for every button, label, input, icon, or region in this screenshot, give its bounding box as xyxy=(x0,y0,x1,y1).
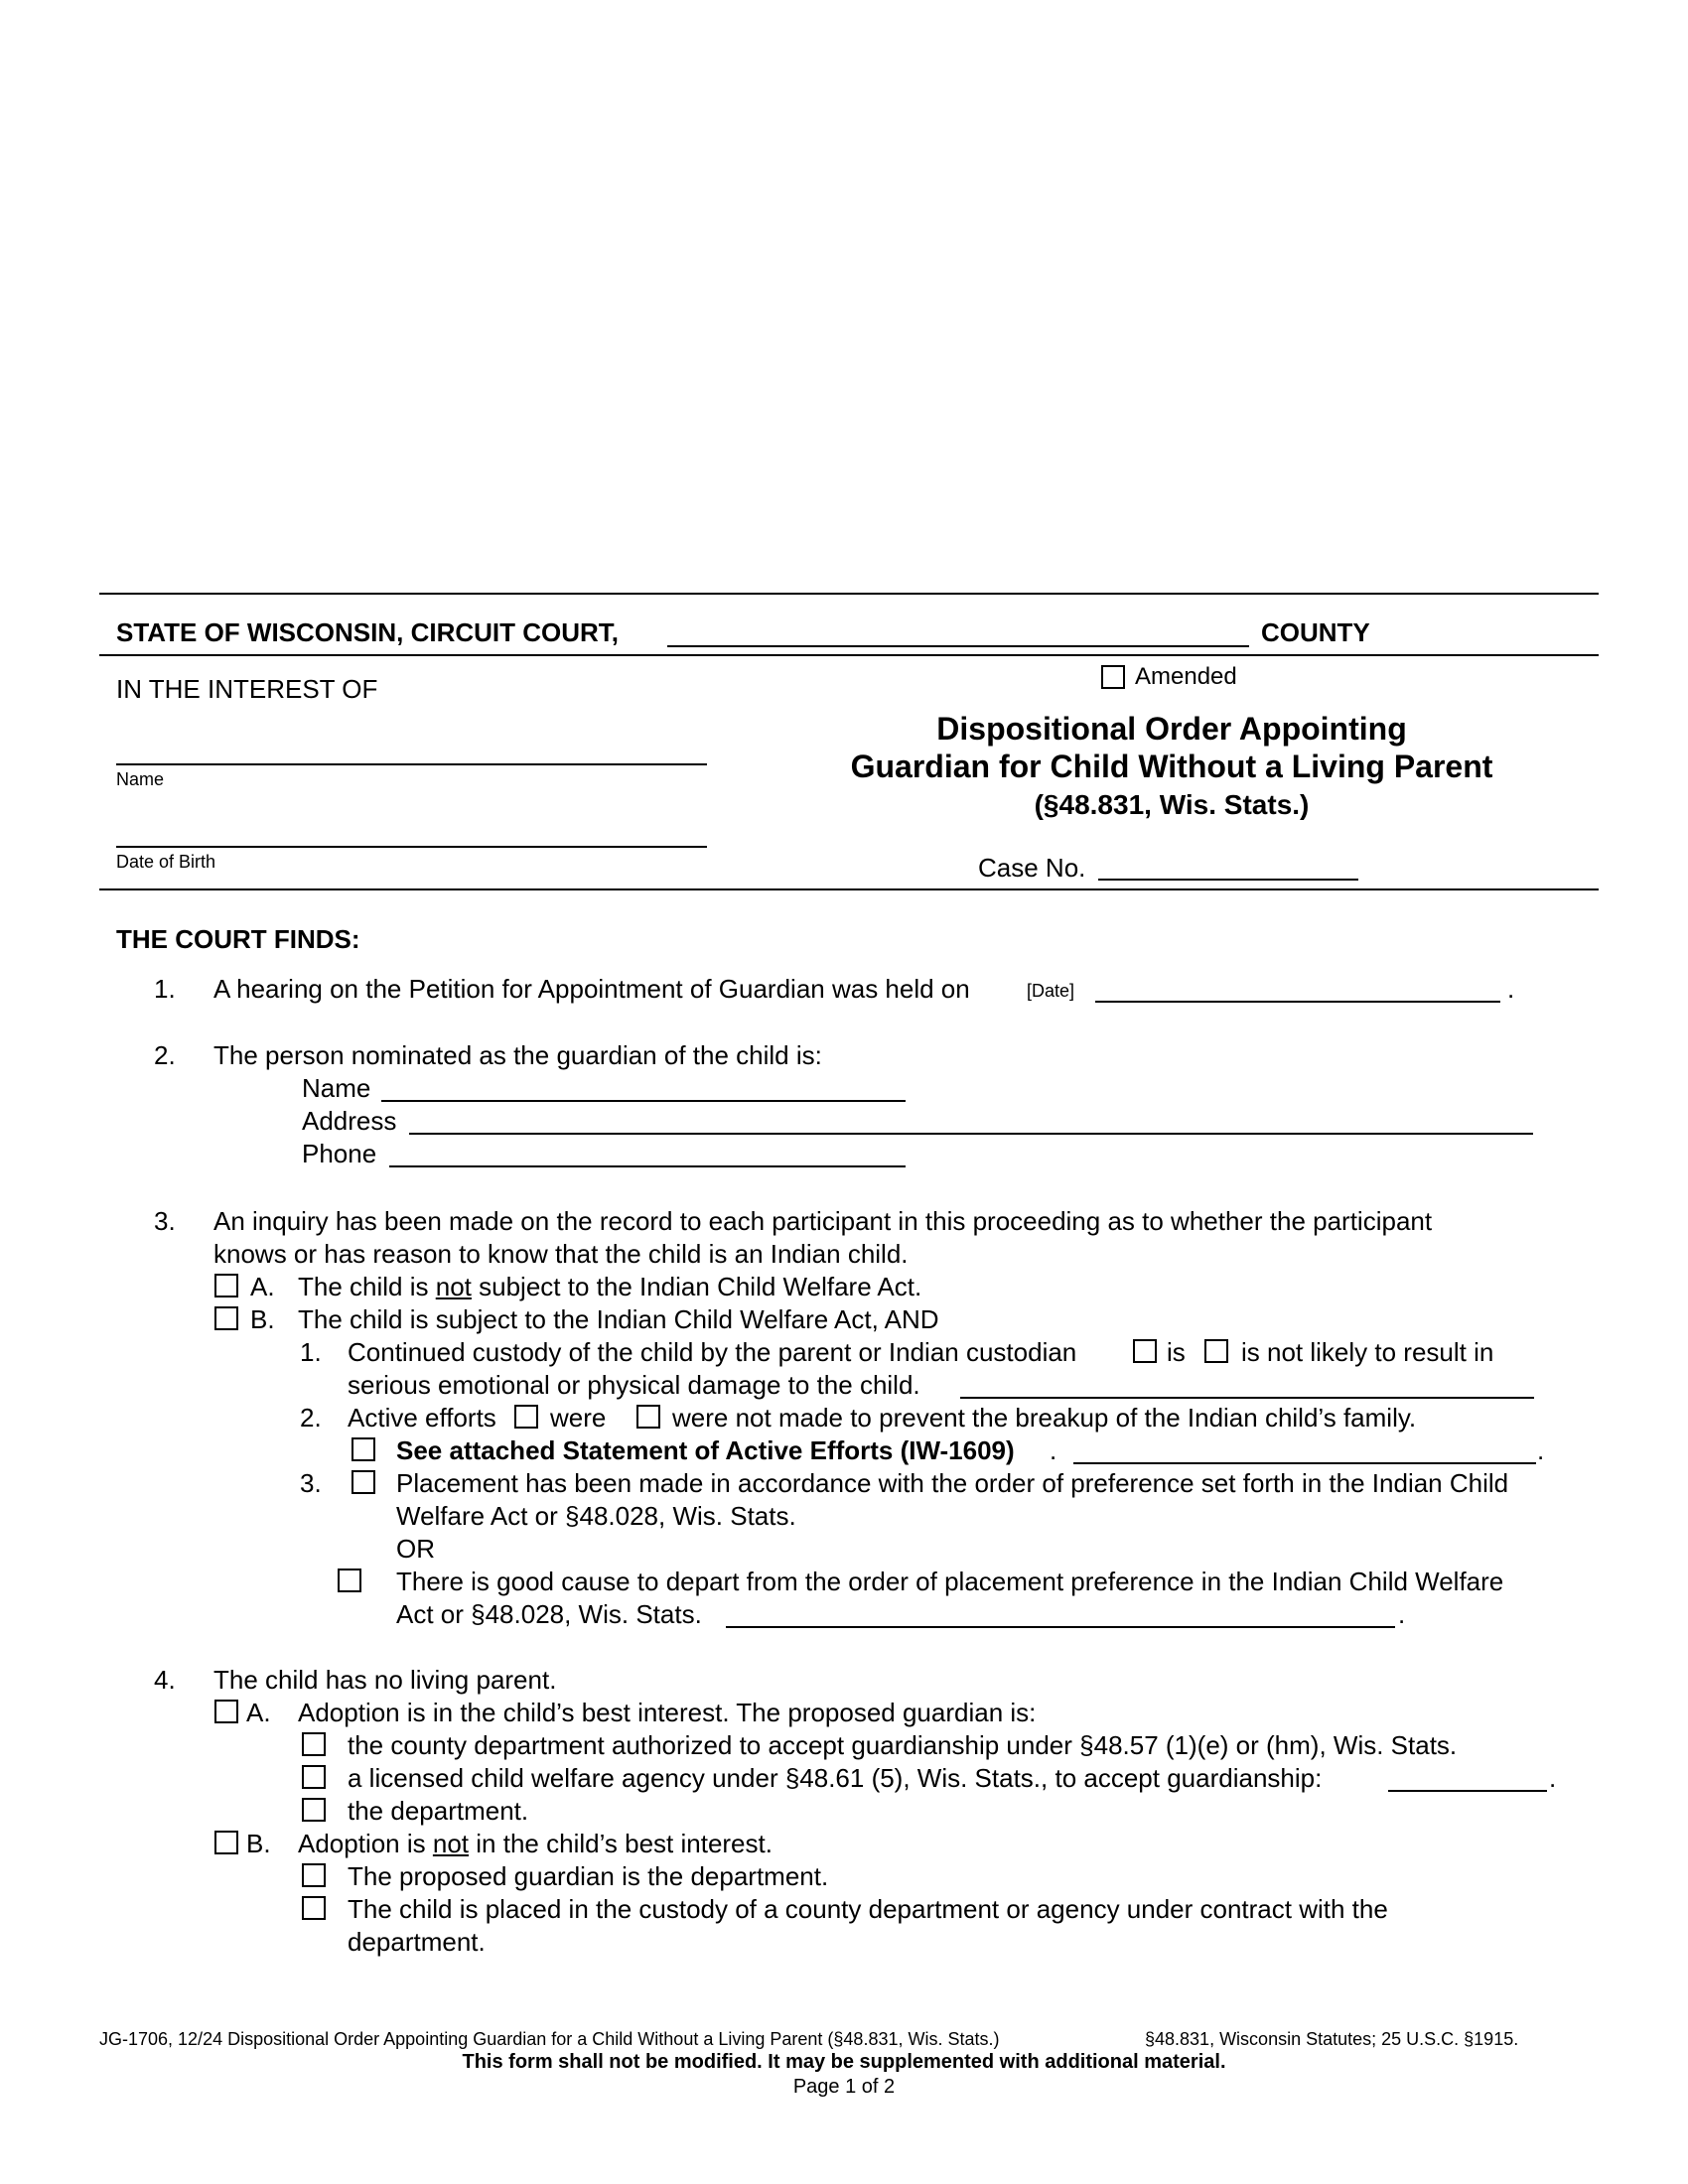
item-1-date-hint: [Date] xyxy=(1027,981,1075,1001)
item-4b-not: not xyxy=(432,1829,470,1858)
item-2-number: 2. xyxy=(154,1040,176,1070)
footer-statutes: §48.831, Wisconsin Statutes; 25 U.S.C. §1915. xyxy=(1145,2029,1519,2049)
footer-form-id: JG-1706, 12/24 Dispositional Order Appointing Guardian for a Child Without a Living Parent (§48.831, Wis. Stats.) xyxy=(99,2029,1000,2049)
item-3a-not: not xyxy=(435,1272,472,1301)
guardian-phone-field[interactable] xyxy=(389,1165,906,1167)
item-3b-text: The child is subject to the Indian Child Welfare Act, AND xyxy=(298,1304,939,1334)
attached-field-period: . xyxy=(1537,1435,1545,1465)
attached-statement-checkbox[interactable] xyxy=(352,1437,375,1461)
good-cause-period: . xyxy=(1398,1599,1406,1629)
county-custody-line-2: department. xyxy=(348,1927,486,1957)
guardian-name-label: Name xyxy=(302,1073,371,1103)
guardian-phone-label: Phone xyxy=(302,1139,377,1168)
item-4a-text: Adoption is in the child’s best interest. The proposed guardian is: xyxy=(298,1698,1037,1727)
good-cause-line-1: There is good cause to depart from the order of placement preference in the Indian Child Welfare xyxy=(396,1567,1504,1596)
court-label: STATE OF WISCONSIN, CIRCUIT COURT, xyxy=(116,617,620,647)
item-3-line-2: knows or has reason to know that the child is an Indian child. xyxy=(213,1239,909,1269)
item-3-line-1: An inquiry has been made on the record to each participant in this proceeding as to whether the participant xyxy=(213,1206,1433,1236)
licensed-agency-field[interactable] xyxy=(1388,1790,1547,1792)
guardian-is-department-label: The proposed guardian is the department. xyxy=(348,1861,829,1891)
placement-accordance-line-1: Placement has been made in accordance with the order of preference set forth in the Indian Child xyxy=(396,1468,1509,1498)
guardian-is-department-checkbox[interactable] xyxy=(302,1863,326,1887)
item-3b1-text: Continued custody of the child by the parent or Indian custodian xyxy=(348,1337,1077,1367)
custody-is-not-checkbox[interactable] xyxy=(1204,1339,1228,1363)
item-3b1-line-2: serious emotional or physical damage to the child. xyxy=(348,1370,920,1400)
name-label: Name xyxy=(116,769,165,789)
amended-checkbox[interactable] xyxy=(1101,665,1125,689)
form-title-statute: (§48.831, Wis. Stats.) xyxy=(1034,789,1310,820)
case-no-label: Case No. xyxy=(978,853,1086,883)
county-label: COUNTY xyxy=(1261,617,1370,647)
custody-is-not-label: is not likely to result in xyxy=(1241,1337,1494,1367)
form-title-line-1: Dispositional Order Appointing xyxy=(936,711,1407,747)
county-custody-line-1: The child is placed in the custody of a county department or agency under contract with the xyxy=(348,1894,1388,1924)
custody-finding-field[interactable] xyxy=(960,1397,1534,1399)
county-name-field[interactable] xyxy=(667,645,1249,647)
good-cause-line-2: Act or §48.028, Wis. Stats. xyxy=(396,1599,702,1629)
item-4b-text xyxy=(298,1828,773,1859)
the-department-checkbox[interactable] xyxy=(302,1798,326,1822)
item-3b2-number: 2. xyxy=(300,1403,322,1433)
item-3b3-number: 3. xyxy=(300,1468,322,1498)
item-4b-checkbox[interactable] xyxy=(214,1831,238,1854)
item-4a-letter: A. xyxy=(246,1698,271,1727)
attached-statement-field[interactable] xyxy=(1073,1462,1536,1464)
date-of-birth-field[interactable] xyxy=(116,846,707,848)
licensed-agency-label: a licensed child welfare agency under §48.61 (5), Wis. Stats., to accept guardianship: xyxy=(348,1763,1323,1793)
placement-accordance-checkbox[interactable] xyxy=(352,1470,375,1494)
good-cause-field[interactable] xyxy=(726,1626,1395,1628)
case-no-field[interactable] xyxy=(1098,879,1358,881)
court-finds-heading: THE COURT FINDS: xyxy=(116,924,360,954)
licensed-agency-period: . xyxy=(1549,1763,1557,1793)
item-3a-text xyxy=(298,1271,921,1302)
item-3b1-number: 1. xyxy=(300,1337,322,1367)
item-1-number: 1. xyxy=(154,974,176,1004)
active-efforts-were-not-label: were not made to prevent the breakup of the Indian child’s family. xyxy=(672,1403,1417,1433)
guardian-address-field[interactable] xyxy=(409,1133,1533,1135)
item-3a-pre: The child is xyxy=(298,1272,429,1301)
form-title-line-2: Guardian for Child Without a Living Parent xyxy=(850,749,1493,784)
guardian-name-field[interactable] xyxy=(381,1100,906,1102)
item-4-text: The child has no living parent. xyxy=(213,1665,557,1695)
good-cause-checkbox[interactable] xyxy=(338,1569,361,1592)
active-efforts-were-not-checkbox[interactable] xyxy=(636,1405,660,1429)
item-3a-checkbox[interactable] xyxy=(214,1274,238,1297)
county-department-label: the county department authorized to accept guardianship under §48.57 (1)(e) or (hm), Wis. Stats. xyxy=(348,1730,1458,1760)
item-4b-pre: Adoption is xyxy=(298,1829,426,1858)
item-3-number: 3. xyxy=(154,1206,176,1236)
or-label: OR xyxy=(396,1534,435,1564)
custody-is-checkbox[interactable] xyxy=(1133,1339,1157,1363)
county-department-checkbox[interactable] xyxy=(302,1732,326,1756)
child-name-field[interactable] xyxy=(116,763,707,765)
item-3a-post: subject to the Indian Child Welfare Act. xyxy=(479,1272,922,1301)
item-4-number: 4. xyxy=(154,1665,176,1695)
active-efforts-were-label: were xyxy=(550,1403,607,1433)
custody-is-label: is xyxy=(1167,1337,1186,1367)
item-3b-checkbox[interactable] xyxy=(214,1306,238,1330)
placement-accordance-line-2: Welfare Act or §48.028, Wis. Stats. xyxy=(396,1501,796,1531)
footer-notice: This form shall not be modified. It may be supplemented with additional material. xyxy=(462,2051,1226,2073)
hearing-date-field[interactable] xyxy=(1095,1001,1500,1003)
licensed-agency-checkbox[interactable] xyxy=(302,1765,326,1789)
item-1-text: A hearing on the Petition for Appointment of Guardian was held on xyxy=(213,974,970,1004)
the-department-label: the department. xyxy=(348,1796,529,1826)
item-4b-letter: B. xyxy=(246,1829,271,1858)
item-3b2-text: Active efforts xyxy=(348,1403,496,1433)
guardian-address-label: Address xyxy=(302,1106,397,1136)
item-1-period: . xyxy=(1507,974,1515,1004)
item-2-text: The person nominated as the guardian of the child is: xyxy=(213,1040,822,1070)
active-efforts-were-checkbox[interactable] xyxy=(514,1405,538,1429)
county-custody-checkbox[interactable] xyxy=(302,1896,326,1920)
header-bottom-rule xyxy=(99,888,1599,890)
item-4b-post: in the child’s best interest. xyxy=(476,1829,773,1858)
amended-label: Amended xyxy=(1135,663,1237,690)
page-number: Page 1 of 2 xyxy=(792,2076,896,2098)
top-rule xyxy=(99,593,1599,595)
attached-statement-period: . xyxy=(1050,1435,1057,1465)
item-4a-checkbox[interactable] xyxy=(214,1700,238,1723)
attached-statement-label: See attached Statement of Active Efforts (IW-1609) xyxy=(396,1435,1015,1465)
item-3a-letter: A. xyxy=(250,1272,275,1301)
item-3b-letter: B. xyxy=(250,1304,275,1334)
header-rule xyxy=(99,654,1599,656)
interest-of-label: IN THE INTEREST OF xyxy=(116,674,378,704)
date-of-birth-label: Date of Birth xyxy=(116,852,216,872)
